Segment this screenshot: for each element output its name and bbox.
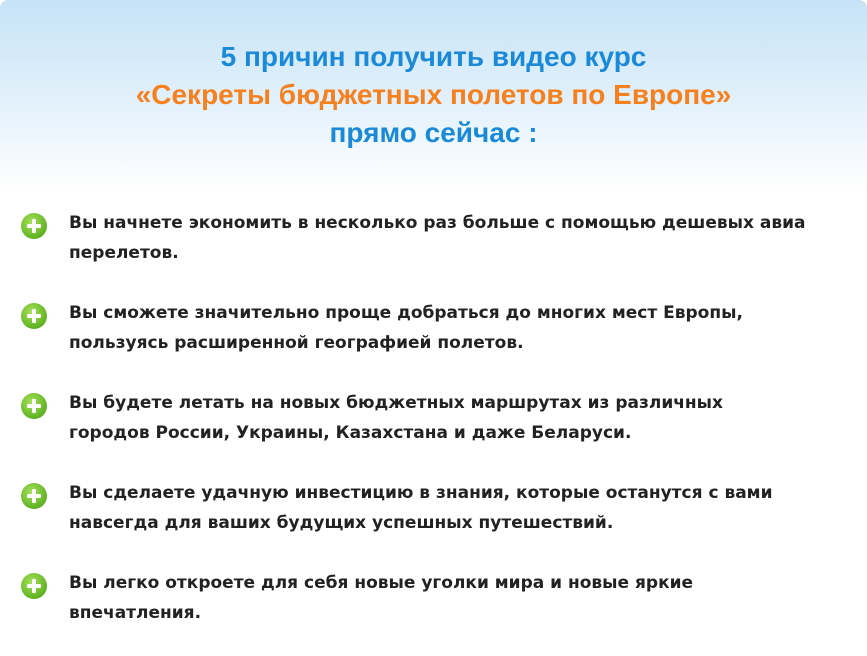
- title-line-1: 5 причин получить видео курс: [220, 41, 647, 72]
- list-item-text: Вы легко откроете для себя новые уголки мира и новые яркие впечатления.: [69, 573, 694, 623]
- list-item: [0, 566, 867, 656]
- title-course-name: «Секреты бюджетных полетов по Европе»: [135, 79, 732, 110]
- list-item: [0, 206, 867, 296]
- list-item-text: Вы сделаете удачную инвестицию в знания, которые останутся с вами навсегда для ваших будущих успешных путешествий.: [69, 483, 773, 533]
- plus-circle-icon: [21, 303, 47, 329]
- list-item: [0, 296, 867, 386]
- list-item-text: Вы сможете значительно проще добраться до многих мест Европы, пользуясь расширенной географией полетов.: [69, 303, 743, 353]
- list-item: [0, 476, 867, 566]
- list-item-text: Вы будете летать на новых бюджетных маршрутах из различных городов России, Украины, Казахстана и даже Беларуси.: [69, 393, 723, 443]
- list-item: [0, 386, 867, 476]
- plus-circle-icon: [21, 213, 47, 239]
- plus-circle-icon: [21, 573, 47, 599]
- plus-circle-icon: [21, 393, 47, 419]
- reasons-list: [0, 206, 867, 656]
- plus-circle-icon: [21, 483, 47, 509]
- header-banner: [0, 0, 867, 190]
- page-title: [0, 38, 867, 152]
- list-item-text: Вы начнете экономить в несколько раз больше с помощью дешевых авиа перелетов.: [69, 213, 806, 263]
- title-line-3: прямо сейчас :: [329, 117, 538, 148]
